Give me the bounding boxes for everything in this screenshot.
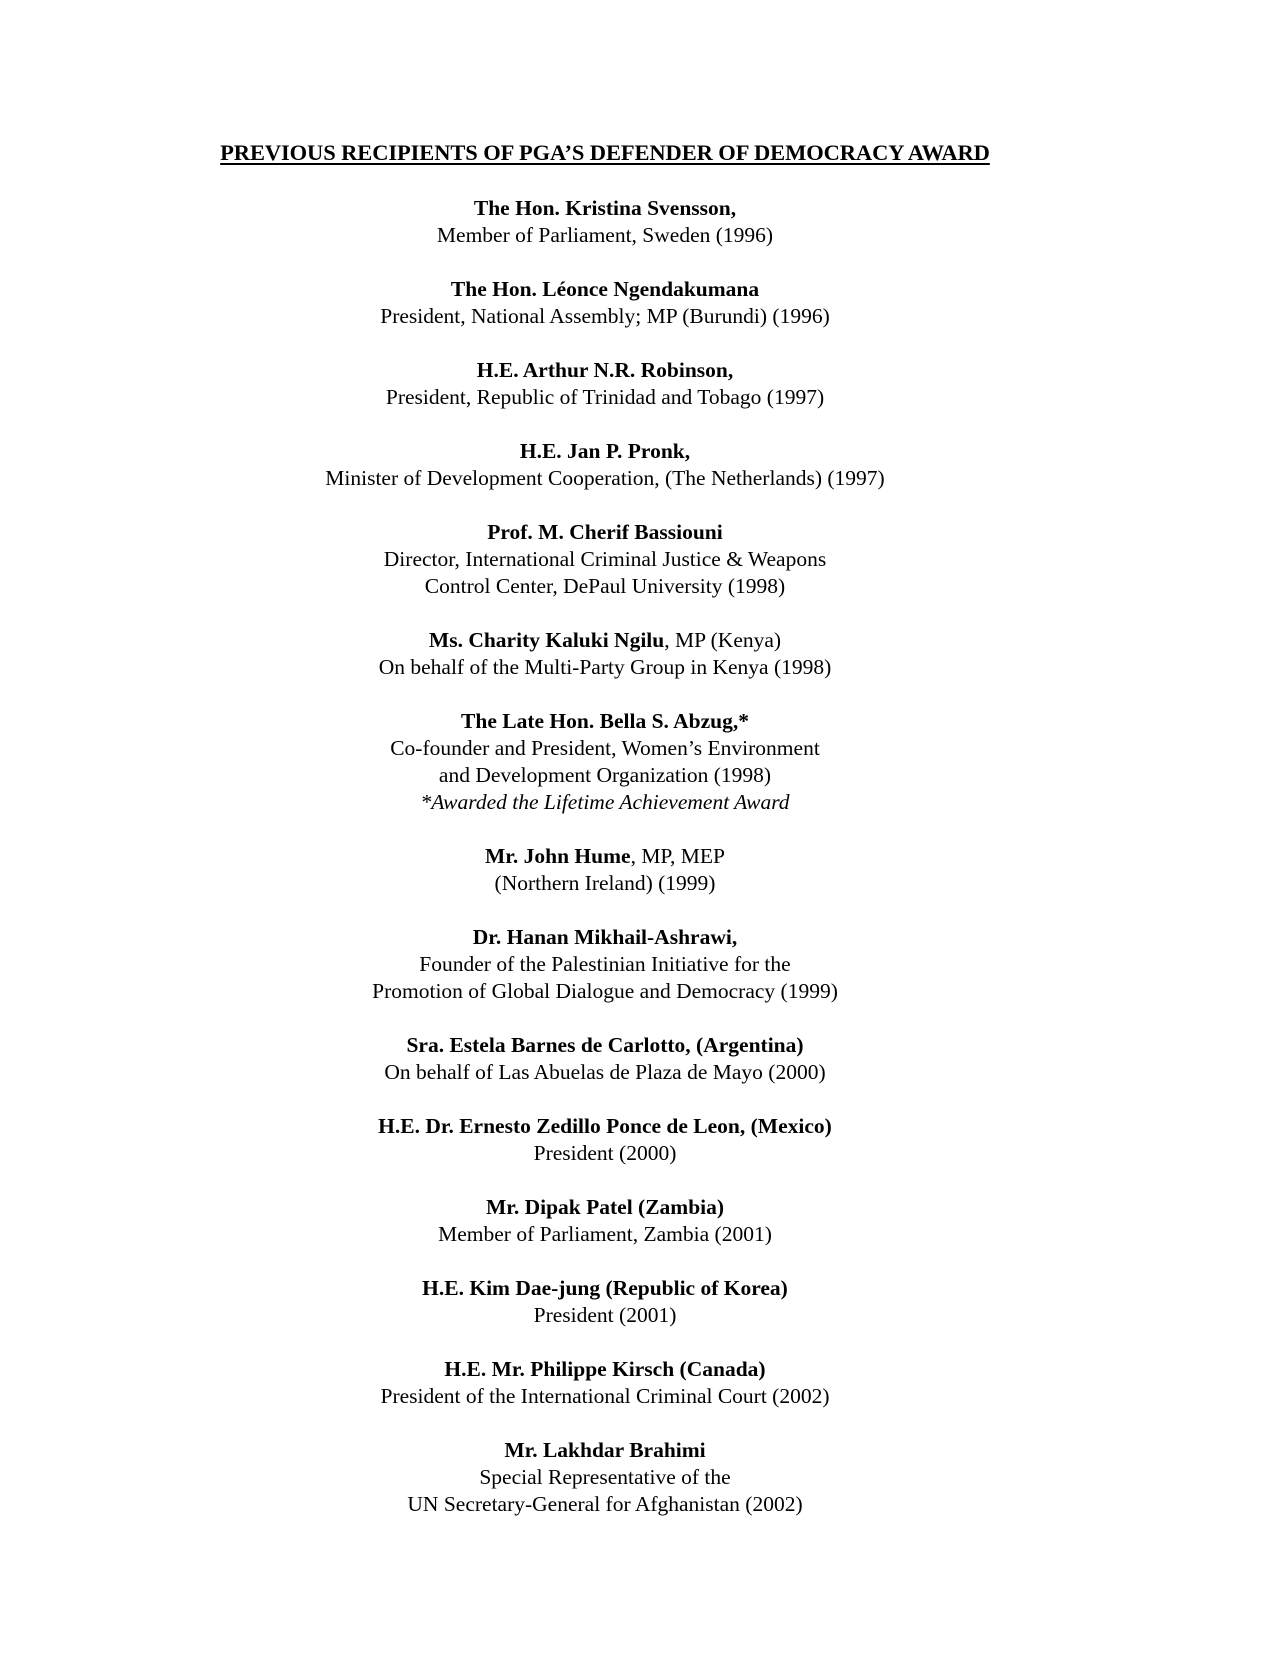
recipient-name-bold: Mr. Dipak Patel (Zambia) xyxy=(485,1195,725,1219)
recipient-name xyxy=(65,1194,1145,1221)
recipient-name-bold: Prof. M. Cherif Bassiouni xyxy=(487,520,723,544)
recipient-name-bold: H.E. Arthur N.R. Robinson, xyxy=(476,358,734,382)
recipient-entry xyxy=(65,276,1145,330)
recipient-name xyxy=(65,438,1145,465)
recipient-name-suffix: , MP, MEP xyxy=(630,844,725,868)
recipient-detail: President (2001) xyxy=(533,1303,677,1327)
recipient-entry xyxy=(65,1356,1145,1410)
recipient-entry xyxy=(65,357,1145,411)
recipient-name-bold: H.E. Jan P. Pronk, xyxy=(519,439,691,463)
recipient-name xyxy=(65,924,1145,951)
recipient-name xyxy=(65,708,1145,735)
recipient-detail: Member of Parliament, Zambia (2001) xyxy=(438,1222,772,1246)
recipient-name-bold: The Hon. Léonce Ngendakumana xyxy=(450,277,760,301)
recipient-detail: Minister of Development Cooperation, (The Netherlands) (1997) xyxy=(325,466,885,490)
recipient-name xyxy=(65,276,1145,303)
recipient-detail: and Development Organization (1998) xyxy=(438,763,772,787)
recipient-detail: Co-founder and President, Women’s Environment xyxy=(390,736,820,760)
recipient-entry xyxy=(65,438,1145,492)
recipient-detail: Director, International Criminal Justice & Weapons xyxy=(383,547,827,571)
recipient-name-bold: H.E. Dr. Ernesto Zedillo Ponce de Leon, (Mexico) xyxy=(378,1114,832,1138)
recipient-detail: (Northern Ireland) (1999) xyxy=(494,871,716,895)
page-title-text: PREVIOUS RECIPIENTS OF PGA’S DEFENDER OF DEMOCRACY AWARD xyxy=(220,140,990,165)
recipient-name-suffix: , MP (Kenya) xyxy=(664,628,782,652)
recipient-name xyxy=(65,195,1145,222)
recipient-name-bold: The Late Hon. Bella S. Abzug,* xyxy=(461,709,749,733)
recipient-name xyxy=(65,1032,1145,1059)
recipient-detail: President (2000) xyxy=(533,1141,677,1165)
recipient-detail: On behalf of Las Abuelas de Plaza de Mayo (2000) xyxy=(384,1060,826,1084)
recipients-list xyxy=(65,195,1145,1518)
recipient-name-bold: Mr. Lakhdar Brahimi xyxy=(504,1438,706,1462)
recipient-name-bold: Ms. Charity Kaluki Ngilu xyxy=(428,628,665,652)
recipient-detail: President, National Assembly; MP (Burundi) (1996) xyxy=(380,304,830,328)
recipient-entry xyxy=(65,627,1145,681)
recipient-entry xyxy=(65,708,1145,816)
recipient-name-bold: Dr. Hanan Mikhail-Ashrawi, xyxy=(472,925,738,949)
recipient-detail: UN Secretary-General for Afghanistan (2002) xyxy=(407,1492,803,1516)
recipient-name-bold: H.E. Mr. Philippe Kirsch (Canada) xyxy=(444,1357,766,1381)
recipient-name xyxy=(65,1437,1145,1464)
recipient-detail: Member of Parliament, Sweden (1996) xyxy=(436,223,774,247)
recipient-detail: President of the International Criminal Court (2002) xyxy=(380,1384,830,1408)
recipient-entry xyxy=(65,1113,1145,1167)
recipient-detail: Founder of the Palestinian Initiative for the xyxy=(419,952,791,976)
recipient-name xyxy=(65,1356,1145,1383)
recipient-detail: Special Representative of the xyxy=(479,1465,731,1489)
document-content xyxy=(65,0,1145,1518)
recipient-entry xyxy=(65,1437,1145,1518)
recipient-detail: Control Center, DePaul University (1998) xyxy=(424,574,786,598)
page-title xyxy=(65,0,1145,166)
recipient-detail: President, Republic of Trinidad and Tobago (1997) xyxy=(385,385,825,409)
recipient-entry xyxy=(65,1194,1145,1248)
recipient-name-bold: H.E. Kim Dae-jung (Republic of Korea) xyxy=(422,1276,788,1300)
recipient-name xyxy=(65,1275,1145,1302)
recipient-detail: Promotion of Global Dialogue and Democracy (1999) xyxy=(372,979,838,1003)
recipient-name xyxy=(65,627,1145,654)
recipient-entry xyxy=(65,1275,1145,1329)
recipient-note: *Awarded the Lifetime Achievement Award xyxy=(420,790,790,814)
recipient-name xyxy=(65,357,1145,384)
recipient-name-bold: Mr. John Hume xyxy=(485,844,631,868)
recipient-entry xyxy=(65,843,1145,897)
recipient-entry xyxy=(65,924,1145,1005)
recipient-name xyxy=(65,1113,1145,1140)
recipient-name-bold: Sra. Estela Barnes de Carlotto, (Argentina) xyxy=(406,1033,804,1057)
recipient-name-bold: The Hon. Kristina Svensson, xyxy=(473,196,737,220)
recipient-entry xyxy=(65,519,1145,600)
recipient-name xyxy=(65,519,1145,546)
recipient-entry xyxy=(65,1032,1145,1086)
recipient-detail: On behalf of the Multi-Party Group in Kenya (1998) xyxy=(378,655,832,679)
recipient-entry xyxy=(65,195,1145,249)
recipient-name xyxy=(65,843,1145,870)
